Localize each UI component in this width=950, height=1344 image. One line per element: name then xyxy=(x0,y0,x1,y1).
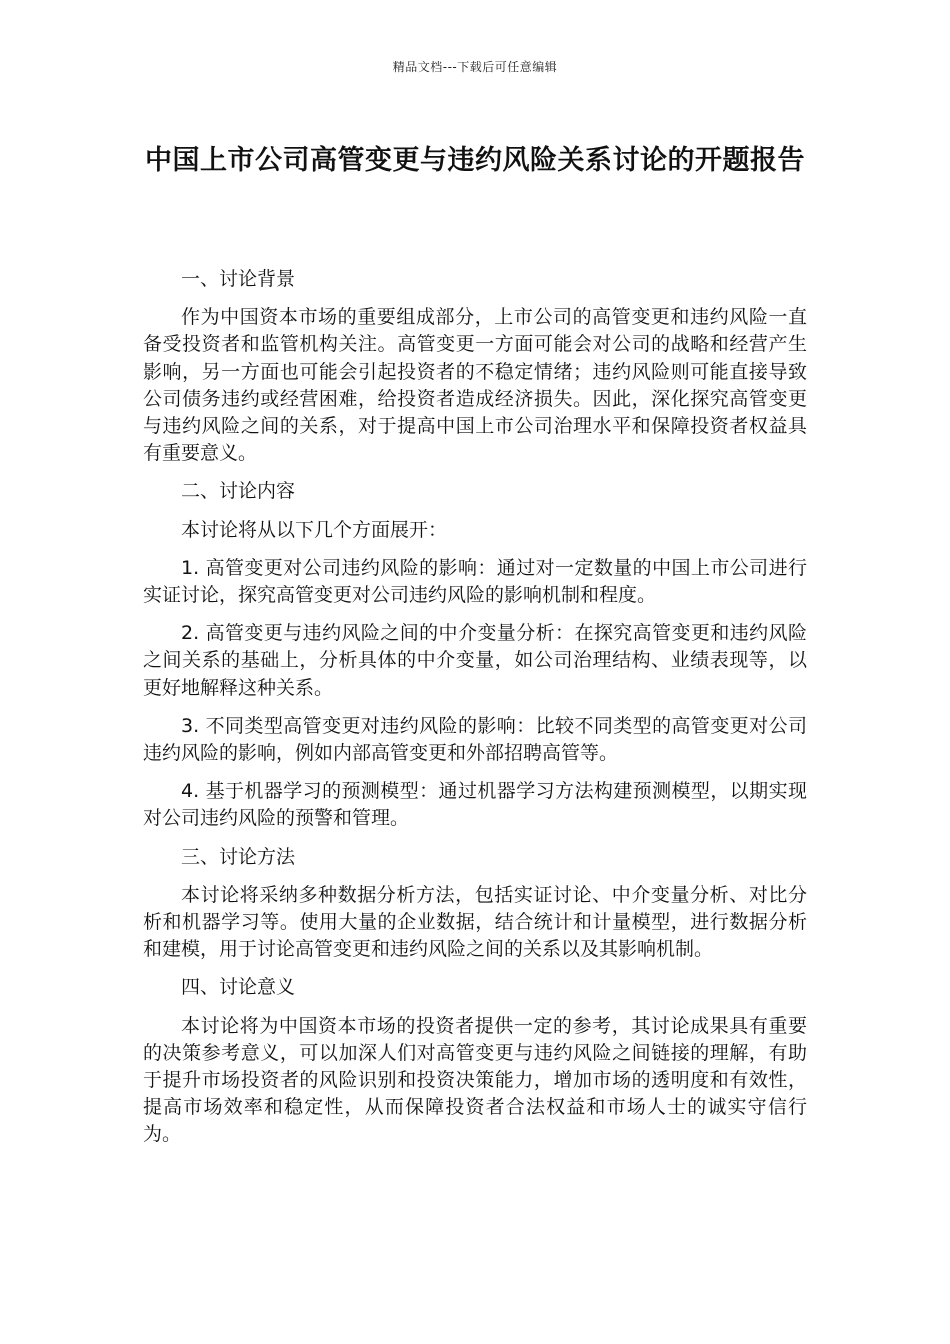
paragraph-significance: 本讨论将为中国资本市场的投资者提供一定的参考，其讨论成果具有重要的决策参考意义，可以加深人们对高管变更与违约风险之间链接的理解，有助于提升市场投资者的风险识别和投资决策能力，增加市场的透明度和有效性，提高市场效率和稳定性，从而保障投资者合法权益和市场人士的诚实守信行为。 xyxy=(143,1014,807,1146)
section-heading-content: 二、讨论内容 xyxy=(181,480,296,503)
list-item: 2. 高管变更与违约风险之间的中介变量分析：在探究高管变更和违约风险之间关系的基础上，分析具体的中介变量，如公司治理结构、业绩表现等，以更好地解释这种关系。 xyxy=(143,622,807,699)
paragraph-content-intro: 本讨论将从以下几个方面展开： xyxy=(181,518,448,541)
section-heading-significance: 四、讨论意义 xyxy=(181,976,296,999)
section-heading-background: 一、讨论背景 xyxy=(181,268,296,290)
list-item: 3. 不同类型高管变更对违约风险的影响：比较不同类型的高管变更对公司违约风险的影响，例如内部高管变更和外部招聘高管等。 xyxy=(143,714,807,765)
document-body xyxy=(143,266,807,1160)
header-note: 精品文档---下载后可任意编辑 xyxy=(392,60,558,74)
list-item: 4. 基于机器学习的预测模型：通过机器学习方法构建预测模型，以期实现对公司违约风险的预警和管理。 xyxy=(143,780,807,830)
paragraph-background: 作为中国资本市场的重要组成部分，上市公司的高管变更和违约风险一直备受投资者和监管机构关注。高管变更一方面可能会对公司的战略和经营产生影响，另一方面也可能会引起投资者的不稳定情绪；违约风险则可能直接导致公司债务违约或经营困难，给投资者造成经济损失。因此，深化探究高管变更与违约风险之间的关系，对于提高中国上市公司治理水平和保障投资者权益具有重要意义。 xyxy=(143,306,807,465)
list-item: 1. 高管变更对公司违约风险的影响：通过对一定数量的中国上市公司进行实证讨论，探究高管变更对公司违约风险的影响机制和程度。 xyxy=(143,556,807,607)
paragraph-method: 本讨论将采纳多种数据分析方法，包括实证讨论、中介变量分析、对比分析和机器学习等。使用大量的企业数据，结合统计和计量模型，进行数据分析和建模，用于讨论高管变更和违约风险之间的关系以及其影响机制。 xyxy=(143,883,807,961)
section-heading-method: 三、讨论方法 xyxy=(181,845,296,868)
document-title: 中国上市公司高管变更与违约风险关系讨论的开题报告 xyxy=(145,145,805,176)
